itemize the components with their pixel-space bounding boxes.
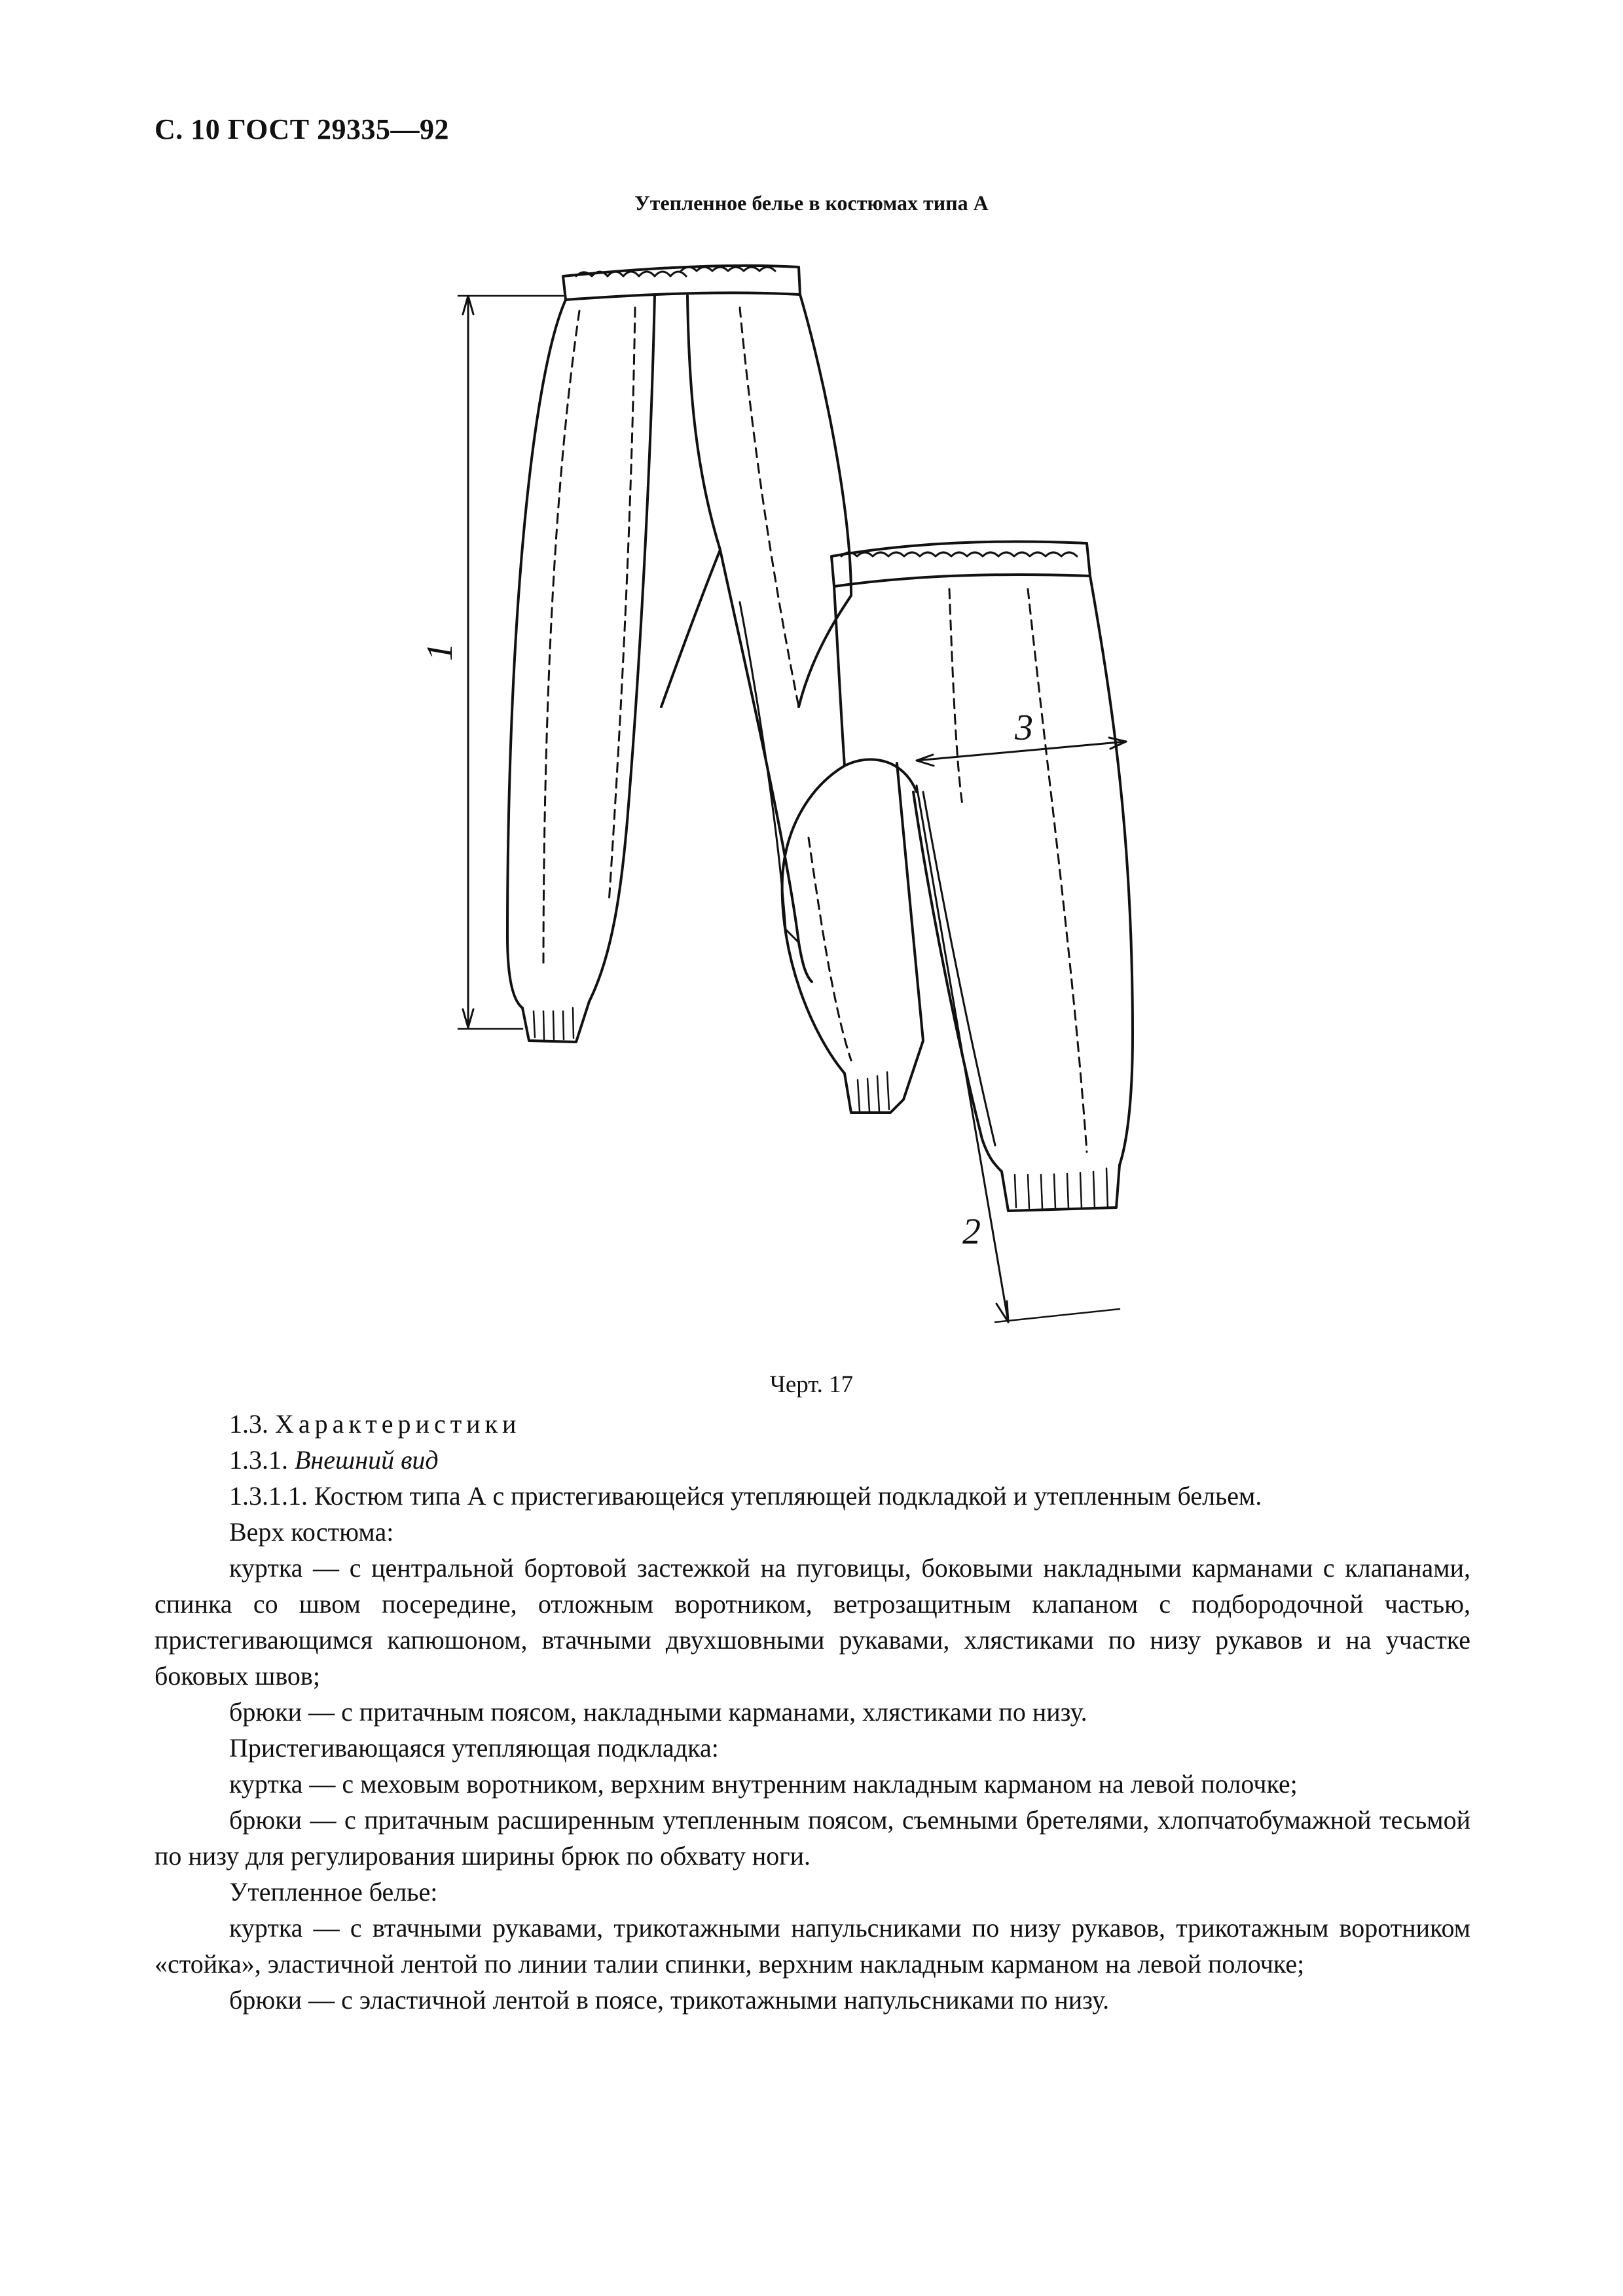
front-trousers-outline [458,266,851,1042]
paragraph: куртка — с втачными рукавами, трикотажными напульсниками по низу рукавов, трикотажным воротником «стойка», эластичной лентой по линии талии спинки, верхним накладным карманом на левой полочке; [155,1913,1470,1979]
paragraph: Верх костюма: [229,1517,394,1547]
trousers-drawing [420,249,1205,1348]
back-trousers-outline [782,542,1133,1323]
paragraph: Пристегивающаяся утепляющая подкладка: [229,1733,719,1763]
dimension-label-2: 2 [962,1211,981,1252]
section-title: Характеристики [275,1409,521,1439]
paragraph: куртка — с меховым воротником, верхним внутренним накладным карманом на левой полочке; [229,1769,1298,1799]
paragraph: куртка — с центральной бортовой застежкой на пуговицы, боковыми накладными карманами с клапанами, спинка со швом посередине, отложным воротником, ветрозащитным клапаном с подбородочной частью, пристегивающимся капюшоном, втачными двухшовными рукавами, хлястиками по низу рукавов и на участке боковых швов; [155,1553,1470,1691]
subsection-number: 1.3.1. [229,1445,288,1475]
body-text [155,1406,1470,2018]
section-number: 1.3. [229,1409,268,1439]
page-header: С. 10 ГОСТ 29335—92 [155,113,450,145]
paragraph: брюки — с притачным поясом, накладными карманами, хлястиками по низу. [229,1697,1087,1727]
dimension-label-3: 3 [1015,708,1033,748]
section-heading [155,1406,1470,1442]
paragraph: брюки — с притачным расширенным утепленным поясом, съемными бретелями, хлопчатобумажной тесьмой по низу для регулирования ширины брюк по обхвату ноги. [155,1805,1470,1871]
paragraph: брюки — с эластичной лентой в поясе, трикотажными напульсниками по низу. [229,1985,1110,2015]
paragraph: Утепленное белье: [229,1877,438,1907]
subsection-heading [155,1442,1470,1478]
figure-title: Утепленное белье в костюмах типа А [634,191,989,215]
subsection-title: Внешний вид [295,1445,439,1475]
figure-caption: Черт. 17 [769,1371,854,1398]
paragraph: 1.3.1.1. Костюм типа А с пристегивающейся утепляющей подкладкой и утепленным бельем. [229,1481,1262,1511]
dimension-label-1: 1 [420,643,460,661]
